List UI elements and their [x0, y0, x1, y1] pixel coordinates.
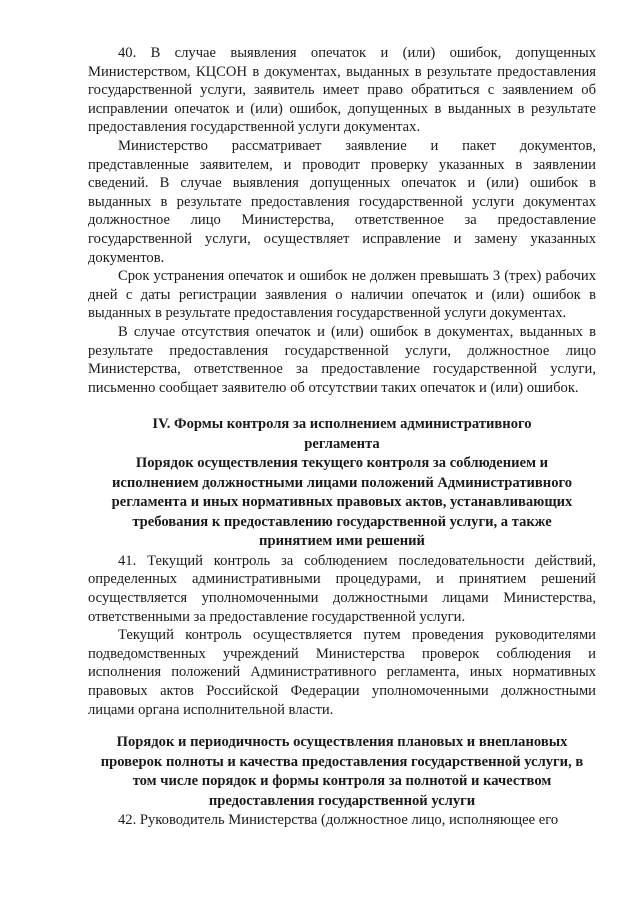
paragraph-40-2: Министерство рассматривает заявление и пакет документов, представленные заявителем, и проводит проверку указанных в заявлении сведений. В случае выявления допущенных опечаток и (или) ошибок в выданных в результате предоставления государственной услуги документах должностное лицо Министерства, ответственное за предоставление государственной услуги, осуществляет исправление и замену указанных документов.: [88, 137, 596, 266]
spacer: [88, 719, 596, 733]
paragraph-40-3: Срок устранения опечаток и ошибок не должен превышать 3 (трех) рабочих дней с даты регистрации заявления о наличии опечаток и (или) ошибок в выданных в результате предоставления государственной услуги документах.: [88, 268, 596, 322]
subsection-current-control-title: Порядок осуществления текущего контроля за соблюдением и исполнением должностными лицами положений Административного регламента и иных нормативных правовых актов, устанавливающих требования к предоставлению государственной услуги, а также принятием ими решений: [111, 455, 573, 550]
subsection-inspections-title: Порядок и периодичность осуществления плановых и внеплановых проверок полноты и качества предоставления государственной услуги, в том числе порядок и формы контроля за полнотой и качеством предоставления государственной услуги: [100, 734, 584, 809]
paragraph-41-2: Текущий контроль осуществляется путем проведения руководителями подведомственных учреждений Министерства проверок соблюдения и исполнения положений Административного регламента, иных нормативных правовых актов Российской Федерации уполномоченными должностными лицами органа исполнительной власти.: [88, 627, 596, 718]
paragraph-42-1: 42. Руководитель Министерства (должностное лицо, исполняющее его: [118, 812, 559, 829]
document-page: [88, 44, 596, 830]
spacer: [88, 397, 596, 415]
paragraph-40-4: В случае отсутствия опечаток и (или) ошибок в документах, выданных в результате предоставления государственной услуги, должностное лицо Министерства, ответственное за предоставление государственной услуги, письменно сообщает заявителю об отсутствии таких опечаток и (или) ошибок.: [88, 323, 596, 396]
section-4-title: IV. Формы контроля за исполнением административного регламента: [152, 416, 532, 452]
paragraph-41-1: 41. Текущий контроль за соблюдением последовательности действий, определенных административными процедурами, и принятием решений осуществляется уполномоченными должностными лицами Министерства, ответственными за предоставление государственной услуги.: [88, 552, 596, 625]
paragraph-40-1: 40. В случае выявления опечаток и (или) ошибок, допущенных Министерством, КЦСОН в документах, выданных в результате предоставления государственной услуги, заявитель имеет право обратиться с заявлением об исправлении опечаток и (или) ошибок, допущенных в выданных в результате предоставления государственной услуги документах.: [88, 45, 596, 136]
